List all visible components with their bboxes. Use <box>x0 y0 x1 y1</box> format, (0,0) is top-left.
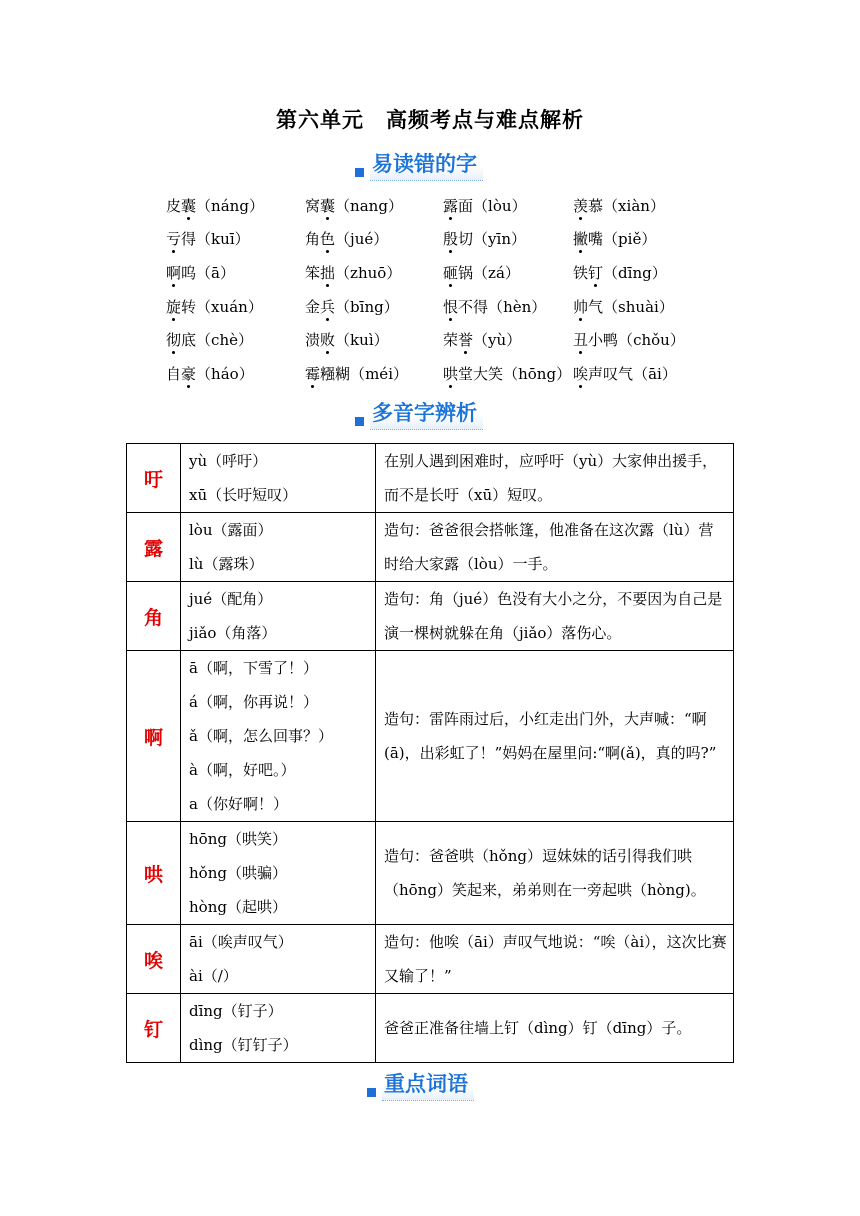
example-sentence: 在别人遇到困难时，应呼吁（yù）大家伸出援手，而不是长吁（xū）短叹。 <box>376 444 734 513</box>
vocab-item: 旋转（xuán） <box>166 298 263 316</box>
reading-line: hòng（起哄） <box>189 898 287 916</box>
reading-line: lòu（露面） <box>189 521 273 539</box>
section-header-misread <box>355 148 483 181</box>
reading-line: yù（呼吁） <box>189 452 268 470</box>
vocab-item: 铁钉（dīng） <box>573 264 667 282</box>
example-sentence: 造句：爸爸很会搭帐篷，他准备在这次露（lù）营时给大家露（lòu）一手。 <box>376 513 734 582</box>
example-sentence: 造句：角（jué）色没有大小之分，不要因为自己是演一棵树就躲在角（jiǎo）落伤心。 <box>376 582 734 651</box>
polyphone-char: 钉 <box>127 994 181 1063</box>
readings-cell <box>181 925 376 994</box>
square-bullet-icon <box>355 417 364 426</box>
vocab-item: 恨不得（hèn） <box>443 298 547 316</box>
reading-line: dīng（钉子） <box>189 1002 283 1020</box>
vocab-item: 金兵（bīng） <box>305 298 399 316</box>
table-row <box>127 994 734 1063</box>
table-row <box>127 651 734 822</box>
vocab-item: 角色（jué） <box>305 230 389 248</box>
vocab-item: 哄堂大笑（hōng） <box>443 365 572 383</box>
table-row <box>127 582 734 651</box>
reading-line: jiǎo（角落） <box>189 624 277 642</box>
example-sentence: 造句：爸爸哄（hǒng）逗妹妹的话引得我们哄（hōng）笑起来，弟弟则在一旁起哄（hòng)。 <box>376 822 734 925</box>
table-row <box>127 822 734 925</box>
polyphone-char: 唉 <box>127 925 181 994</box>
polyphone-char: 吁 <box>127 444 181 513</box>
polyphone-char: 啊 <box>127 651 181 822</box>
polyphone-char: 角 <box>127 582 181 651</box>
vocab-item: 啊呜（ā） <box>166 264 236 282</box>
readings-cell <box>181 513 376 582</box>
table-row <box>127 925 734 994</box>
example-sentence: 造句：他唉（āi）声叹气地说：“唉（ài），这次比赛又输了！” <box>376 925 734 994</box>
vocab-item: 溃败（kuì） <box>305 331 389 349</box>
readings-cell <box>181 822 376 925</box>
reading-line: jué（配角） <box>189 590 273 608</box>
reading-line: ā（啊，下雪了！） <box>189 659 318 677</box>
readings-cell <box>181 651 376 822</box>
table-row <box>127 444 734 513</box>
reading-line: āi（唉声叹气） <box>189 933 293 951</box>
vocab-item: 笨拙（zhuō） <box>305 264 402 282</box>
reading-line: hōng（哄笑） <box>189 830 287 848</box>
vocab-item: 霉糨糊（méi） <box>305 365 409 383</box>
square-bullet-icon <box>355 168 364 177</box>
square-bullet-icon <box>367 1088 376 1097</box>
reading-line: hǒng（哄骗） <box>189 864 287 882</box>
polyphone-table <box>126 443 734 1063</box>
reading-line: dìng（钉钉子） <box>189 1036 298 1054</box>
readings-cell <box>181 444 376 513</box>
vocab-item: 羡慕（xiàn） <box>573 197 665 215</box>
reading-line: a（你好啊！） <box>189 795 288 813</box>
table-row <box>127 513 734 582</box>
vocab-item: 自豪（háo） <box>166 365 254 383</box>
vocab-item: 丑小鸭（chǒu） <box>573 331 685 349</box>
vocab-item: 彻底（chè） <box>166 331 254 349</box>
page-title: 第六单元 高频考点与难点解析 <box>276 108 584 132</box>
reading-line: xū（长吁短叹） <box>189 486 298 504</box>
vocab-item: 皮囊（náng） <box>166 197 264 215</box>
polyphone-char: 哄 <box>127 822 181 925</box>
reading-line: lù（露珠） <box>189 555 264 573</box>
reading-line: ǎ（啊，怎么回事？） <box>189 727 333 745</box>
vocab-item: 帅气（shuài） <box>573 298 674 316</box>
vocab-item: 露面（lòu） <box>443 197 527 215</box>
section-header-key-words <box>367 1068 474 1101</box>
section-title: 易读错的字 <box>370 148 483 181</box>
vocab-item: 亏得（kuī） <box>166 230 250 248</box>
vocab-item: 砸锅（zá） <box>443 264 520 282</box>
polyphone-char: 露 <box>127 513 181 582</box>
vocab-item: 撇嘴（piě） <box>573 230 657 248</box>
vocab-item: 荣誉（yù） <box>443 331 522 349</box>
section-header-polyphone <box>355 397 483 430</box>
section-title: 重点词语 <box>382 1068 474 1101</box>
vocab-item: 窝囊（nang） <box>305 197 403 215</box>
vocab-item: 殷切（yīn） <box>443 230 527 248</box>
section-title: 多音字辨析 <box>370 397 483 430</box>
readings-cell <box>181 582 376 651</box>
example-sentence: 爸爸正准备往墙上钉（dìng）钉（dīng）子。 <box>376 994 734 1063</box>
readings-cell <box>181 994 376 1063</box>
example-sentence: 造句：雷阵雨过后，小红走出门外，大声喊：“啊(ā)，出彩虹了！”妈妈在屋里问:“啊(ǎ)，真的吗?” <box>376 651 734 822</box>
reading-line: ài（/） <box>189 967 238 985</box>
vocab-item: 唉声叹气（āi） <box>573 365 677 383</box>
reading-line: á（啊，你再说！） <box>189 693 318 711</box>
reading-line: à（啊，好吧。） <box>189 761 296 779</box>
